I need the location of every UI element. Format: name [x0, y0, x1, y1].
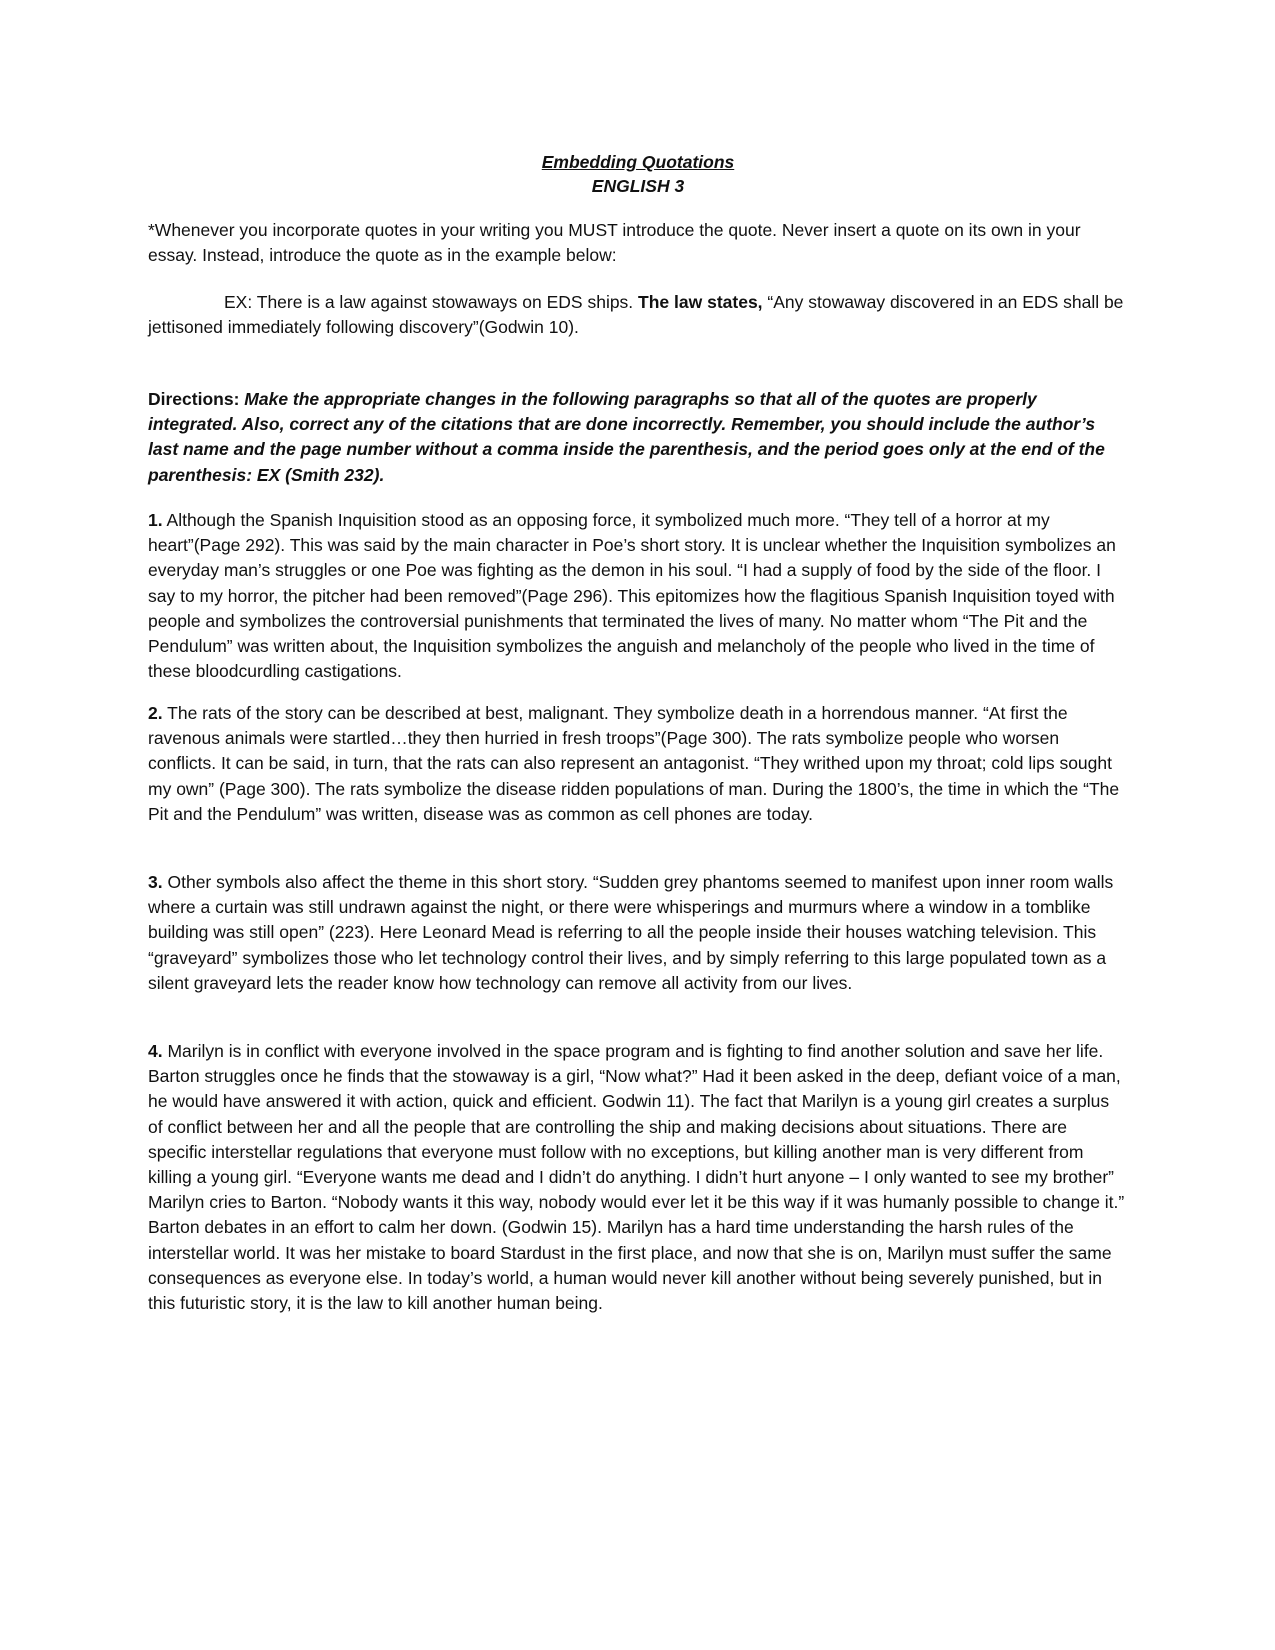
list-item [148, 870, 1128, 996]
example-paragraph [148, 290, 1128, 340]
directions-text: Make the appropriate changes in the following paragraphs so that all of the quotes are properly integrated. Also, correct any of the citations that are done incorrectly. Remember, you should include the author’s last name and the page number without a comma inside the parenthesis, and the period goes only at the end of the parenthesis: EX (Smith 232). [148, 389, 1105, 485]
item-number: 1. [148, 510, 163, 530]
example-bold: The law states, [638, 292, 763, 312]
item-text: Other symbols also affect the theme in this short story. “Sudden grey phantoms seemed to manifest upon inner room walls where a curtain was still undrawn against the night, or there were whisperings and murmurs where a window in a tomblike building was still open” (223). Here Leonard Mead is referring to all the people inside their houses watching television. This “graveyard” symbolizes those who let technology control their lives, and by simply referring to this large populated town as a silent graveyard lets the reader know how technology can remove all activity from our lives. [148, 872, 1114, 993]
item-text: The rats of the story can be described at best, malignant. They symbolize death in a horrendous manner. “At first the ravenous animals were startled…they then hurried in fresh troops”(Page 300). The rats symbolize people who worsen conflicts. It can be said, in turn, that the rats can also represent an antagonist. “They writhed upon my throat; cold lips sought my own” (Page 300). The rats symbolize the disease ridden populations of man. During the 1800’s, the time in which the “The Pit and the Pendulum” was written, disease was as common as cell phones are today. [148, 703, 1120, 824]
item-number: 3. [148, 872, 163, 892]
item-number: 4. [148, 1041, 163, 1061]
example-rest: “Any stowaway discovered in an EDS shall be jettisoned immediately following discovery”(Godwin 10). [148, 292, 1124, 338]
list-item [148, 508, 1128, 684]
directions-paragraph [148, 387, 1128, 488]
item-text: Although the Spanish Inquisition stood as an opposing force, it symbolized much more. “They tell of a horror at my heart”(Page 292). This was said by the main character in Poe’s short story. It is unclear whether the Inquisition symbolizes an everyday man’s struggles or one Poe was fighting as the demon in his soul. “I had a supply of food by the side of the floor. I say to my horror, the pitcher had been removed”(Page 296). This epitomizes how the flagitious Spanish Inquisition toyed with people and symbolizes the controversial punishments that terminated the lives of many. No matter whom “The Pit and the Pendulum” was written about, the Inquisition symbolizes the anguish and melancholy of the people who lived in the time of these bloodcurdling castigations. [148, 510, 1116, 682]
list-item [148, 701, 1128, 827]
document-subtitle: ENGLISH 3 [591, 176, 685, 196]
item-text: Marilyn is in conflict with everyone involved in the space program and is fighting to find another solution and save her life. Barton struggles once he finds that the stowaway is a girl, “Now what?” Had it been asked in the deep, defiant voice of a man, he would have answered it with action, quick and efficient. Godwin 11). The fact that Marilyn is a young girl creates a surplus of conflict between her and all the people that are controlling the ship and making decisions about situations. There are specific interstellar regulations that everyone must follow with no exceptions, but killing another man is very different from killing a young girl. “Everyone wants me dead and I didn’t do anything. I didn’t hurt anyone – I only wanted to see my brother” Marilyn cries to Barton. “Nobody wants it this way, nobody would ever let it be this way if it was humanly possible to change it.” Barton debates in an effort to calm her down. (Godwin 15). Marilyn has a hard time understanding the harsh rules of the interstellar world. It was her mistake to board Stardust in the first place, and now that she is on, Marilyn must suffer the same consequences as everyone else. In today’s world, a human would never kill another without being severely punished, but in this futuristic story, it is the law to kill another human being. [148, 1041, 1125, 1314]
directions-label: Directions: [148, 389, 240, 409]
intro-paragraph: *Whenever you incorporate quotes in your writing you MUST introduce the quote. Never insert a quote on its own in your essay. Instead, introduce the quote as in the example below: [148, 220, 1081, 266]
list-item [148, 1039, 1128, 1316]
example-lead: EX: There is a law against stowaways on EDS ships. [224, 292, 639, 312]
item-number: 2. [148, 703, 163, 723]
document-title: Embedding Quotations [541, 152, 735, 172]
